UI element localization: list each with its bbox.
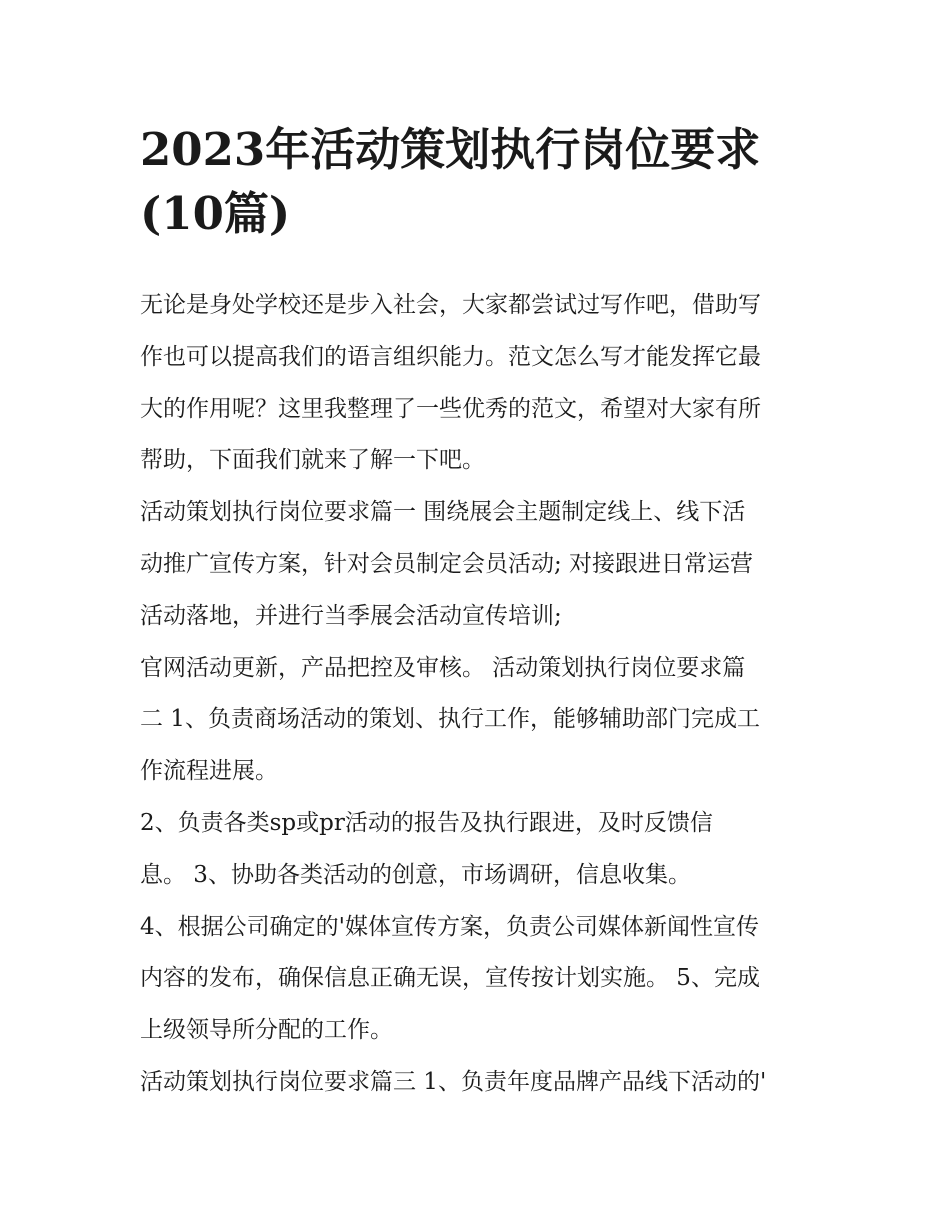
document-body bbox=[140, 280, 812, 1109]
text-line: 2、负责各类sp或pr活动的报告及执行跟进，及时反馈信 bbox=[140, 809, 713, 836]
text-line: 活动策划执行岗位要求篇一 围绕展会主题制定线上、线下活 bbox=[140, 499, 746, 526]
text-line: 活动策划执行岗位要求篇三 1、负责年度品牌产品线下活动的' bbox=[140, 1068, 767, 1095]
text-line: 二 1、负责商场活动的策划、执行工作，能够辅助部门完成工 bbox=[140, 706, 760, 733]
text-line: 活动落地，并进行当季展会活动宣传培训; bbox=[140, 602, 562, 629]
text-line: 官网活动更新，产品把控及审核。 活动策划执行岗位要求篇 bbox=[140, 654, 746, 681]
text-line: 作流程进展。 bbox=[140, 758, 278, 785]
text-line: 无论是身处学校还是步入社会，大家都尝试过写作吧，借助写 bbox=[140, 292, 761, 318]
text-line: 大的作用呢？这里我整理了一些优秀的范文，希望对大家有所 bbox=[140, 395, 761, 422]
document-title bbox=[140, 118, 820, 246]
text-line: 息。 3、协助各类活动的创意，市场调研，信息收集。 bbox=[140, 861, 691, 888]
text-line: 帮助，下面我们就来了解一下吧。 bbox=[140, 447, 485, 474]
title-line: 2023年活动策划执行岗位要求 bbox=[140, 123, 761, 176]
text-line: 作也可以提高我们的语言组织能力。范文怎么写才能发挥它最 bbox=[140, 343, 761, 370]
text-line: 上级领导所分配的工作。 bbox=[140, 1017, 393, 1044]
title-line: (10篇) bbox=[140, 187, 291, 240]
text-line: 4、根据公司确定的'媒体宣传方案，负责公司媒体新闻性宣传 bbox=[140, 913, 759, 940]
text-line: 动推广宣传方案，针对会员制定会员活动; 对接跟进日常运营 bbox=[140, 550, 754, 577]
text-line: 内容的发布，确保信息正确无误，宣传按计划实施。 5、完成 bbox=[140, 965, 760, 992]
